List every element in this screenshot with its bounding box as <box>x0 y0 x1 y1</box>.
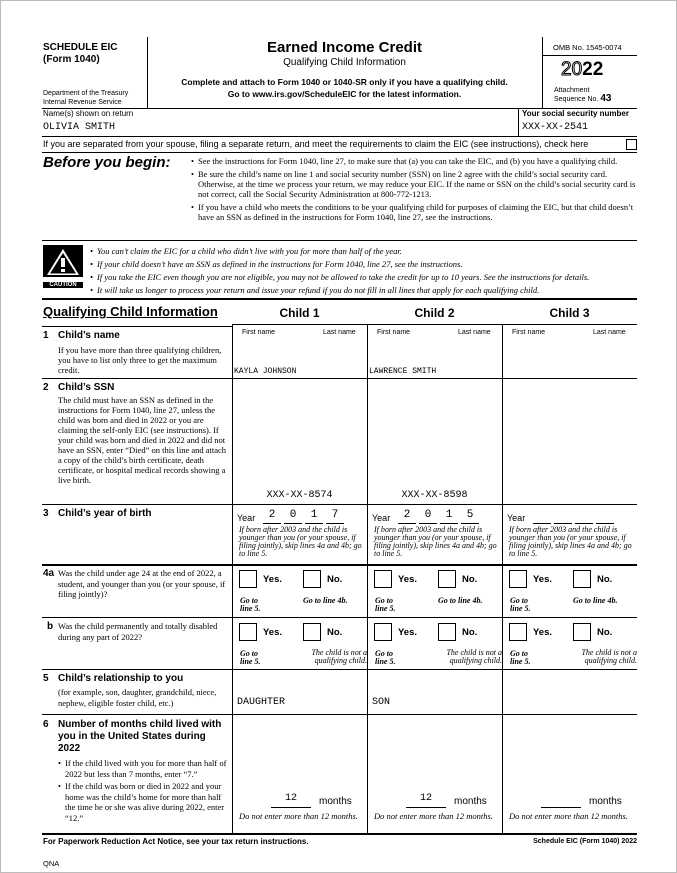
months-note: Do not enter more than 12 months. <box>239 811 358 821</box>
yes-label: Yes. <box>263 574 283 585</box>
caution-item: • You can’t claim the EIC for a child who didn’t live with you for more than half of the year. <box>90 245 640 258</box>
omb-number: OMB No. 1545-0074 <box>553 43 622 52</box>
child-2-year-digit[interactable]: 2 <box>403 509 411 521</box>
taxpayer-ssn[interactable]: XXX-XX-2541 <box>522 122 589 133</box>
sequence-number: 43 <box>600 93 612 104</box>
line-6-number: 6 <box>43 719 49 730</box>
caution-item: • If you take the EIC even though you are not eligible, you may not be allowed to take the credit for up to 10 years. See the instructions for details. <box>90 271 640 284</box>
sequence-label <box>554 95 611 104</box>
line-6-bullets <box>58 758 230 823</box>
year-label: Year <box>507 513 526 523</box>
goto-line-4b: Go to line 4b. <box>438 596 483 605</box>
last-name-label: Last name <box>458 329 491 336</box>
goto-line-5: Go to line 5. <box>240 596 261 613</box>
line-6-bullet: • If the child was born or died in 2022 and your home was the child’s home for more than half the time he or she was alive during 2022, enter “12.” <box>58 781 230 823</box>
footer-paperwork-notice: For Paperwork Reduction Act Notice, see your tax return instructions. <box>43 837 309 846</box>
caution-icon <box>43 245 83 277</box>
footer-qna: QNA <box>43 859 60 868</box>
yes-label: Yes. <box>398 574 418 585</box>
last-name-label: Last name <box>323 329 356 336</box>
child-2-months[interactable]: 12 <box>419 793 432 804</box>
child-2-relationship[interactable]: SON <box>372 697 391 708</box>
before-heading: Before you begin: <box>43 154 171 171</box>
goto-line-5: Go to line 5. <box>510 649 531 666</box>
year-label: Year <box>237 513 256 523</box>
line-5-number: 5 <box>43 673 49 684</box>
before-list <box>191 156 637 222</box>
child-2-ssn[interactable]: XXX-XX-8598 <box>401 490 468 501</box>
child-1-ssn[interactable]: XXX-XX-8574 <box>266 490 333 501</box>
goto-line-5: Go to line 5. <box>510 596 531 613</box>
line-1-number: 1 <box>43 330 49 341</box>
child-1-year-digit[interactable]: 2 <box>268 509 276 521</box>
sequence-text: Sequence No. <box>554 96 599 103</box>
form-instruction-1: Complete and attach to Form 1040 or 1040-SR only if you have a qualifying child. <box>181 77 508 87</box>
form-label: (Form 1040) <box>43 54 100 65</box>
line-2-title: Child’s SSN <box>58 382 115 393</box>
months-label: months <box>589 796 622 807</box>
months-label: months <box>319 796 352 807</box>
child-1-relationship[interactable]: DAUGHTER <box>237 697 286 708</box>
child-2-year-digit[interactable]: 0 <box>424 509 432 521</box>
line-2-number: 2 <box>43 382 49 393</box>
child-2-4a-no-checkbox[interactable] <box>438 570 456 588</box>
first-name-label: First name <box>377 329 411 336</box>
first-name-label: First name <box>512 329 546 336</box>
irs-label: Internal Revenue Service <box>43 99 122 106</box>
line-4b-number: b <box>47 621 54 632</box>
child-2-name[interactable]: LAWRENCE SMITH <box>369 367 437 376</box>
child-2-year-digit[interactable]: 1 <box>445 509 453 521</box>
department-label: Department of the Treasury <box>43 90 129 97</box>
yes-label: Yes. <box>263 627 283 638</box>
line-1-title: Child’s name <box>58 330 120 341</box>
line-5-title: Child’s relationship to you <box>58 673 184 684</box>
before-item: • See the instructions for Form 1040, line 27, to make sure that (a) you can take the EIC, and (b) you have a qualifying child. <box>191 156 637 166</box>
child-2-year-digit[interactable]: 5 <box>466 509 474 521</box>
schedule-label: SCHEDULE EIC <box>43 42 118 53</box>
child-2-4b-yes-checkbox[interactable] <box>374 623 392 641</box>
ssn-label: Your social security number <box>522 109 629 118</box>
no-label: No. <box>597 627 613 638</box>
last-name-label: Last name <box>593 329 626 336</box>
child-1-4a-yes-checkbox[interactable] <box>239 570 257 588</box>
goto-line-4b: Go to line 4b. <box>303 596 348 605</box>
not-qualifying-note: The child is not a qualifying child. <box>446 648 502 665</box>
form-subtitle: Qualifying Child Information <box>283 57 406 68</box>
goto-line-5: Go to line 5. <box>375 649 396 666</box>
child-3-4a-yes-checkbox[interactable] <box>509 570 527 588</box>
caution-item: • It will take us longer to process your return and issue your refund if you do not fill in all lines that apply for each qualifying child. <box>90 284 640 297</box>
yes-label: Yes. <box>398 627 418 638</box>
before-item: • Be sure the child’s name on line 1 and social security number (SSN) on line 2 agree with the child’s social security card. Otherwise, at the time we process your return, we may reduce your EIC. If the name or SSN on the child’s social security card is not correct, call the Social Security Administration at 800-772-1213. <box>191 169 637 199</box>
tax-year <box>561 59 603 81</box>
footer-form-id: Schedule EIC (Form 1040) 2022 <box>533 838 637 845</box>
months-note: Do not enter more than 12 months. <box>374 811 493 821</box>
yes-label: Yes. <box>533 627 553 638</box>
goto-line-4b: Go to line 4b. <box>573 596 618 605</box>
form-title: Earned Income Credit <box>266 39 423 56</box>
year-note: If born after 2003 and the child is younger than you (or your spouse, if filing jointly), skip lines 4a and 4b; go to line 5. <box>374 525 497 558</box>
column-child-2: Child 2 <box>414 306 455 320</box>
not-qualifying-note: The child is not a qualifying child. <box>581 648 637 665</box>
child-3-4b-no-checkbox[interactable] <box>573 623 591 641</box>
child-1-year-digit[interactable]: 7 <box>331 509 339 521</box>
line-3-title: Child’s year of birth <box>58 508 152 519</box>
year-note: If born after 2003 and the child is younger than you (or your spouse, if filing jointly), skip lines 4a and 4b; go to line 5. <box>239 525 362 558</box>
line-1-desc: If you have more than three qualifying children, you have to list only three to get the maximum credit. <box>58 345 222 375</box>
child-1-4b-yes-checkbox[interactable] <box>239 623 257 641</box>
child-1-4a-no-checkbox[interactable] <box>303 570 321 588</box>
before-item: • If you have a child who meets the conditions to be your qualifying child for purposes of claiming the EIC, but that child doesn’t have an SSN as defined in the instructions for Form 1040, line 27, see the instructions. <box>191 202 637 222</box>
section-title: Qualifying Child Information <box>43 304 218 319</box>
tax-year-prefix: 20 <box>561 59 583 80</box>
line-2-desc: The child must have an SSN as defined in the instructions for Form 1040, line 27, unless the child was born and died in 2022 or you are claiming the self-only EIC (see instructions). If your child was born and died in 2022 and did not have an SSN, enter “Died” on this line and attach a copy of the child’s birth certificate, death certificate, or hospital medical records showing a live birth. <box>58 395 227 485</box>
line-4b-desc: Was the child permanently and totally disabled during any part of 2022? <box>58 621 218 642</box>
attachment-label: Attachment <box>554 87 590 94</box>
year-label: Year <box>372 513 391 523</box>
no-label: No. <box>327 574 343 585</box>
year-note: If born after 2003 and the child is younger than you (or your spouse, if filing jointly), skip lines 4a and 4b; go to line 5. <box>509 525 632 558</box>
caution-block <box>43 245 83 287</box>
no-label: No. <box>597 574 613 585</box>
line-4a-number: 4a <box>43 568 55 579</box>
child-3-4a-no-checkbox[interactable] <box>573 570 591 588</box>
no-label: No. <box>327 627 343 638</box>
caution-label: CAUTION <box>43 282 83 288</box>
first-name-label: First name <box>242 329 276 336</box>
form-instruction-2: Go to www.irs.gov/ScheduleEIC for the latest information. <box>227 89 462 99</box>
months-note: Do not enter more than 12 months. <box>509 811 628 821</box>
caution-list <box>90 245 640 297</box>
no-label: No. <box>462 574 478 585</box>
line-6-title: Number of months child lived with you in the United States during 2022 <box>58 719 222 754</box>
column-child-3: Child 3 <box>549 306 590 320</box>
child-2-4b-no-checkbox[interactable] <box>438 623 456 641</box>
child-1-months[interactable]: 12 <box>284 793 297 804</box>
child-1-year-digit[interactable]: 0 <box>289 509 297 521</box>
line-3-number: 3 <box>43 508 49 519</box>
line-5-desc: (for example, son, daughter, grandchild, niece, nephew, eligible foster child, etc.) <box>58 687 217 708</box>
name-label: Name(s) shown on return <box>43 109 134 118</box>
column-child-1: Child 1 <box>279 306 320 320</box>
yes-label: Yes. <box>533 574 553 585</box>
child-1-4b-no-checkbox[interactable] <box>303 623 321 641</box>
child-3-4b-yes-checkbox[interactable] <box>509 623 527 641</box>
line-4a-desc: Was the child under age 24 at the end of 2022, a student, and younger than you (or your spouse, if filing jointly)? <box>58 568 226 599</box>
goto-line-5: Go to line 5. <box>240 649 261 666</box>
goto-line-5: Go to line 5. <box>375 596 396 613</box>
separated-checkbox[interactable] <box>626 139 637 150</box>
child-2-4a-yes-checkbox[interactable] <box>374 570 392 588</box>
no-label: No. <box>462 627 478 638</box>
tax-year-suffix: 22 <box>582 59 604 80</box>
taxpayer-name[interactable]: OLIVIA SMITH <box>43 122 116 133</box>
child-1-name[interactable]: KAYLA JOHNSON <box>234 367 297 376</box>
caution-item: • If your child doesn’t have an SSN as defined in the instructions for Form 1040, line 27, see the instructions. <box>90 258 640 271</box>
separated-note: If you are separated from your spouse, filing a separate return, and meet the requirements to claim the EIC (see instructions), check here <box>43 139 589 149</box>
line-6-bullet: • If the child lived with you for more than half of 2022 but less than 7 months, enter “7.” <box>58 758 230 779</box>
months-label: months <box>454 796 487 807</box>
child-1-year-digit[interactable]: 1 <box>310 509 318 521</box>
not-qualifying-note: The child is not a qualifying child. <box>311 648 367 665</box>
